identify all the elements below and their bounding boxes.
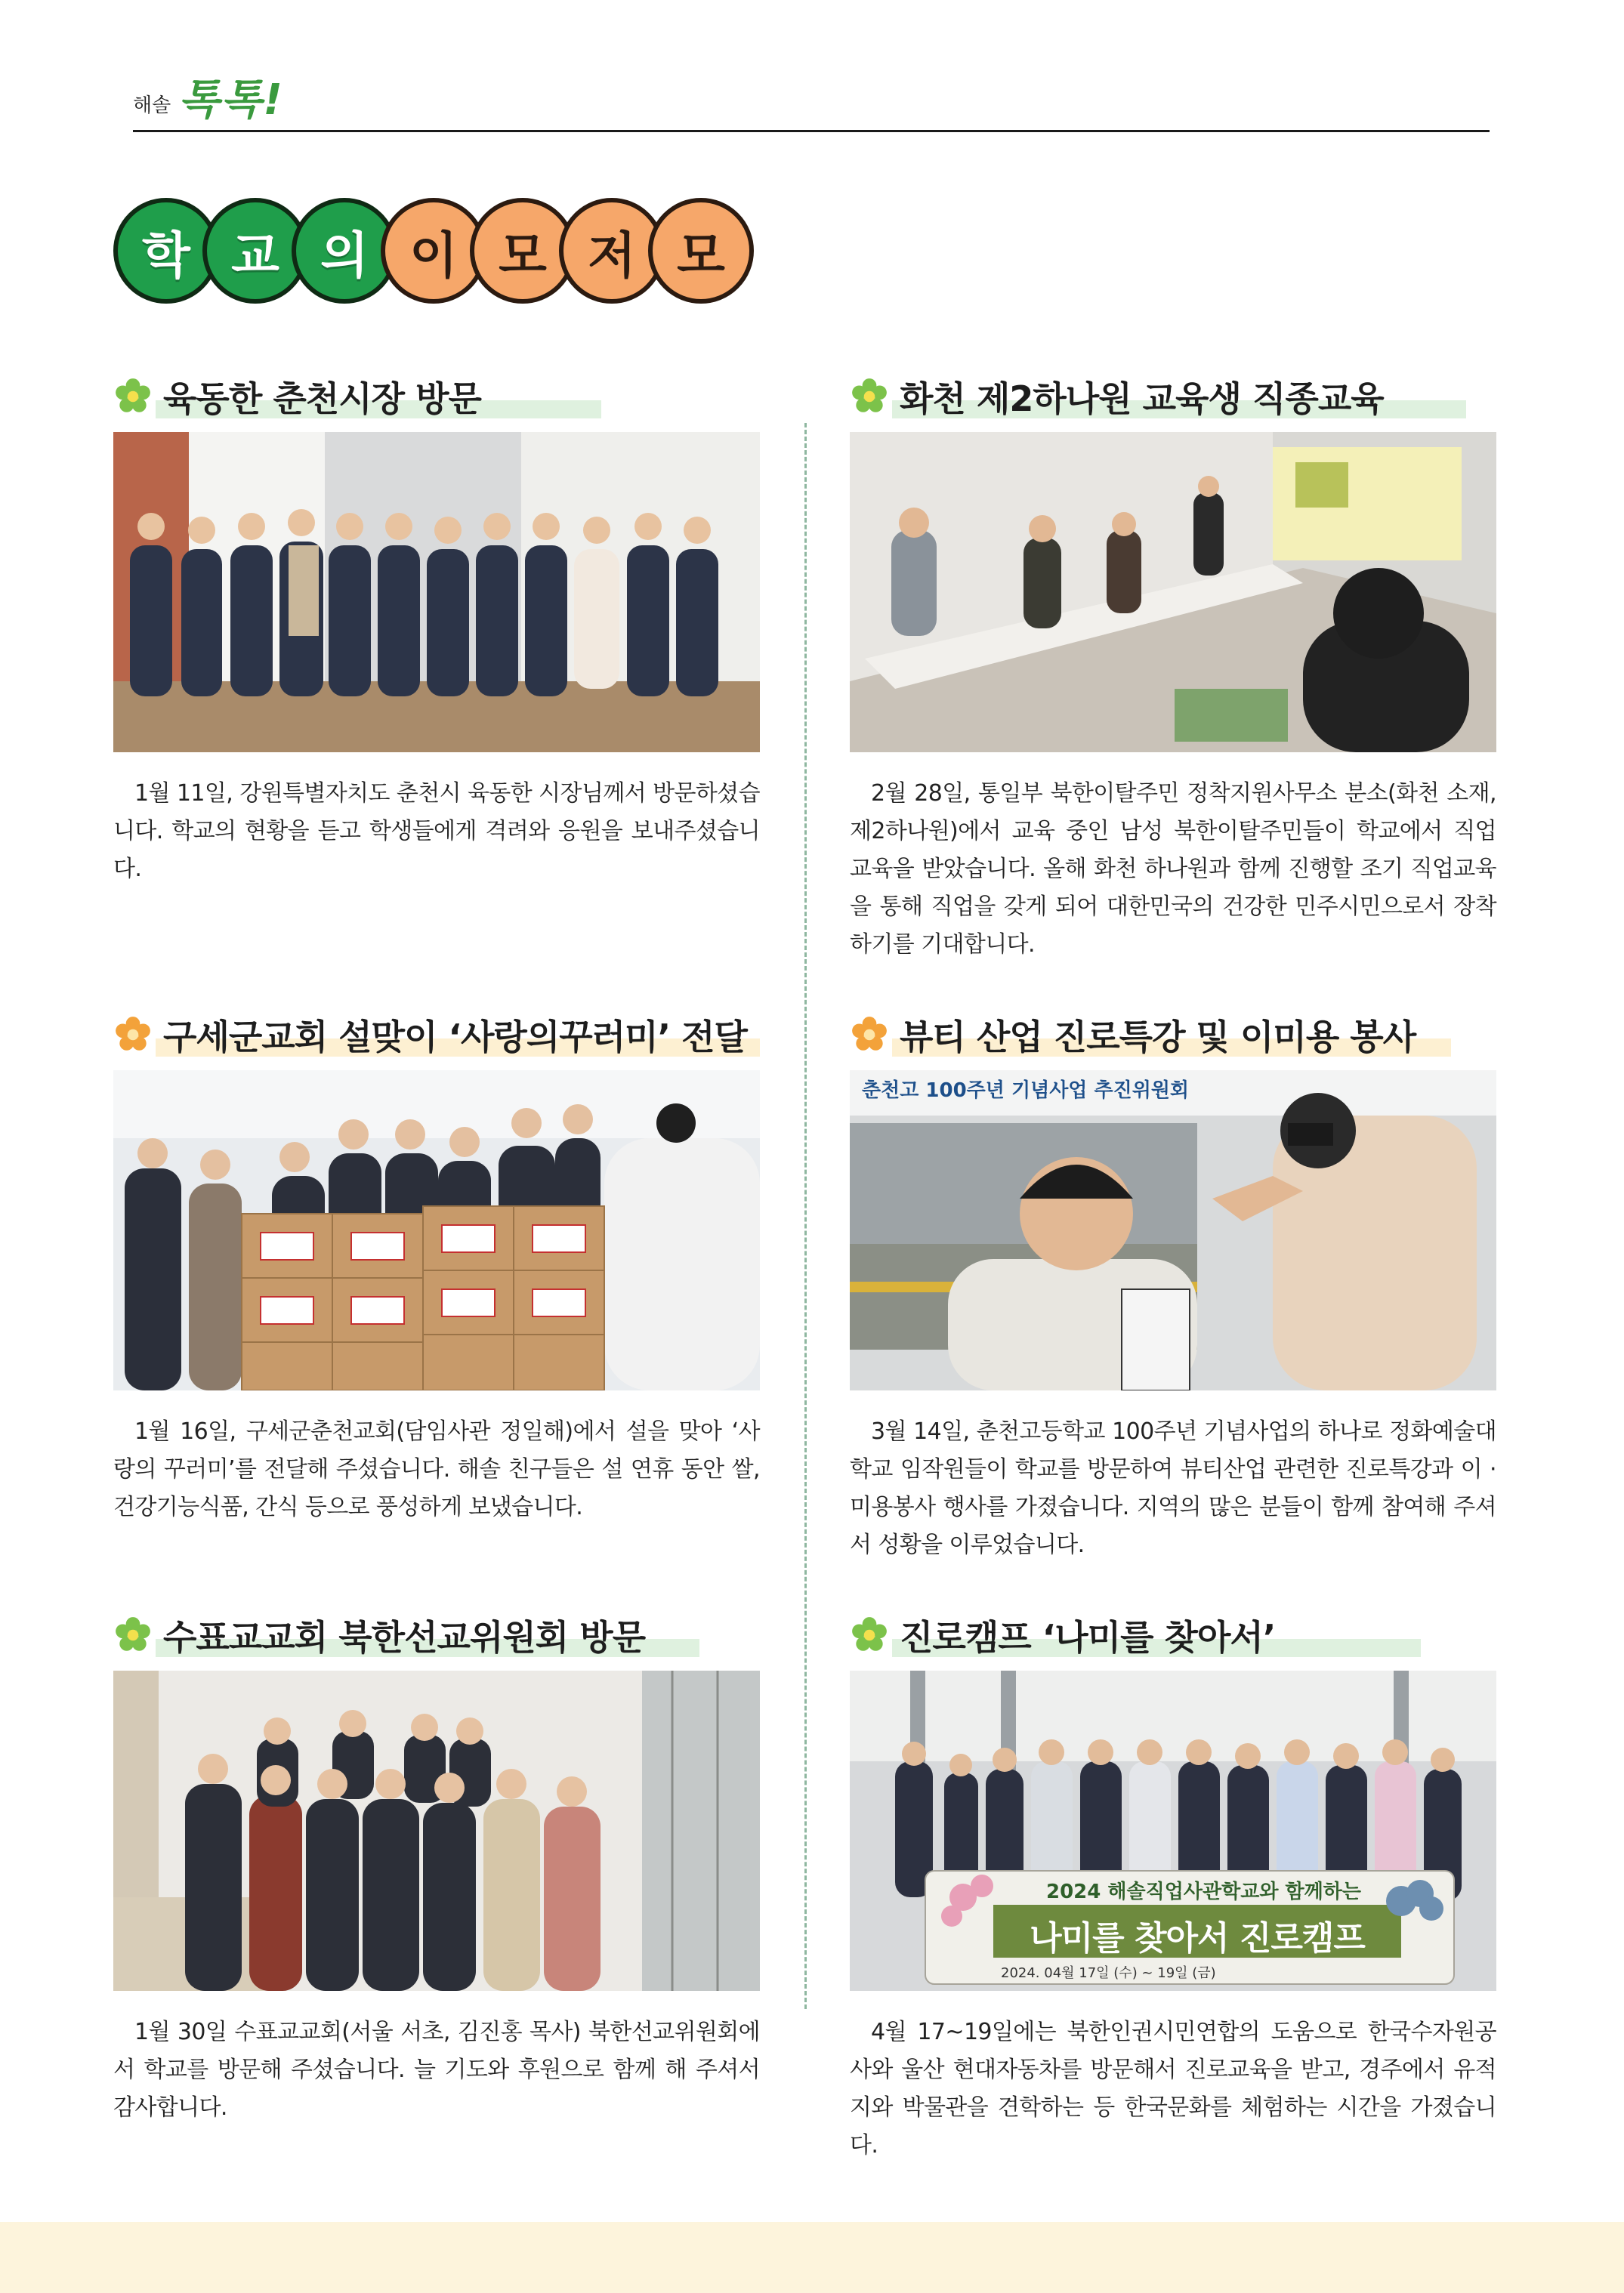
flower-icon [113,1015,153,1054]
photo-group-mayor [113,432,760,752]
article-heading [113,1008,760,1061]
title-char: 교 [202,198,308,304]
photo-banner-title: 나미를 찾아서 진로캠프 [1030,1919,1365,1958]
photo-classroom [850,432,1496,752]
article-body: 3월 14일, 춘천고등학교 100주년 기념사업의 하나로 정화예술대학교 임작원들이 학교를 방문하여 뷰티산업 관련한 진로특강과 이 · 미용봉사 행사를 가졌습니다. 지역의 많은 분들이 함께 참여해 주셔서 성황을 이루었습니다. [850,1418,1496,1558]
photo-banner-text: 춘천고 100주년 기념사업 추진위원회 [862,1079,1190,1102]
article-heading [113,370,760,423]
article-mayor-visit [113,370,760,888]
brand-logo: 톡톡! [178,76,284,125]
footer-band [0,2222,1624,2293]
title-char: 모 [648,198,754,304]
page-title-banner [113,198,737,319]
masthead [133,74,284,127]
article-title: 수표교교회 북한선교위원회 방문 [163,1617,646,1658]
article-salvation-army [113,1008,760,1526]
title-char: 모 [470,198,576,304]
flower-icon [850,1616,889,1655]
photo-gift-boxes [113,1070,760,1390]
title-char: 이 [381,198,486,304]
header-rule [133,130,1490,132]
article-title: 뷰티 산업 진로특강 및 이미용 봉사 [900,1017,1416,1057]
photo-haircut [850,1070,1496,1390]
title-char: 의 [292,198,397,304]
flower-icon [113,377,153,416]
article-body: 2월 28일, 통일부 북한이탈주민 정착지원사무소 분소(화천 소재, 제2하나원)에서 교육 중인 남성 북한이탈주민들이 학교에서 직업 교육을 받았습니다. 올해 화천 하나원과 함께 진행할 조기 직업교육을 통해 직업을 갖게 되어 대한민국의 건강한 민주시민으로서 장착하기를 기대합니다. [850,780,1496,958]
article-beauty-lecture [850,1008,1496,1564]
flower-icon [850,1015,889,1054]
article-body: 1월 30일 수표교교회(서울 서초, 김진홍 목사) 북한선교위원회에서 학교를 방문해 주셨습니다. 늘 기도와 후원으로 함께 해 주셔서 감사합니다. [113,2019,760,2121]
article-heading [850,1008,1496,1061]
article-body: 1월 16일, 구세군춘천교회(담임사관 정일해)에서 설을 맞아 ‘사랑의 꾸러미’를 전달해 주셨습니다. 해솔 친구들은 설 연휴 동안 쌀, 건강기능식품, 간식 등으로 풍성하게 보냈습니다. [113,1418,760,1520]
photo-church-group [113,1671,760,1991]
brand-small: 해솔 [133,94,171,117]
article-body: 4월 17~19일에는 북한인권시민연합의 도움으로 한국수자원공사와 울산 현대자동차를 방문해서 진로교육을 받고, 경주에서 유적지와 박물관을 견학하는 등 한국문화를 체험하는 시간을 가졌습니다. [850,2019,1496,2159]
flower-icon [113,1616,153,1655]
photo-banner-subtitle: 2024 해솔직업사관학교와 함께하는 [1046,1881,1361,1903]
column-divider [804,423,807,2009]
photo-camp-group [850,1671,1496,1991]
article-heading [850,1609,1496,1662]
article-title: 구세군교회 설맞이 ‘사랑의꾸러미’ 전달 [163,1017,747,1057]
article-title: 화천 제2하나원 교육생 직종교육 [900,378,1384,419]
article-heading [113,1609,760,1662]
article-title: 육동한 춘천시장 방문 [163,378,481,419]
article-body: 1월 11일, 강원특별자치도 춘천시 육동한 시장님께서 방문하셨습니다. 학교의 현황을 듣고 학생들에게 격려와 응원을 보내주셨습니다. [113,780,760,882]
article-church-visit [113,1609,760,2127]
article-hanawon-training [850,370,1496,964]
photo-banner-date: 2024. 04월 17일 (수) ~ 19일 (금) [1001,1965,1216,1981]
title-char: 학 [113,198,219,304]
article-career-camp [850,1609,1496,2165]
flower-icon [850,377,889,416]
article-title: 진로캠프 ‘나미를 찾아서’ [900,1617,1276,1658]
title-char: 저 [559,198,665,304]
article-heading [850,370,1496,423]
